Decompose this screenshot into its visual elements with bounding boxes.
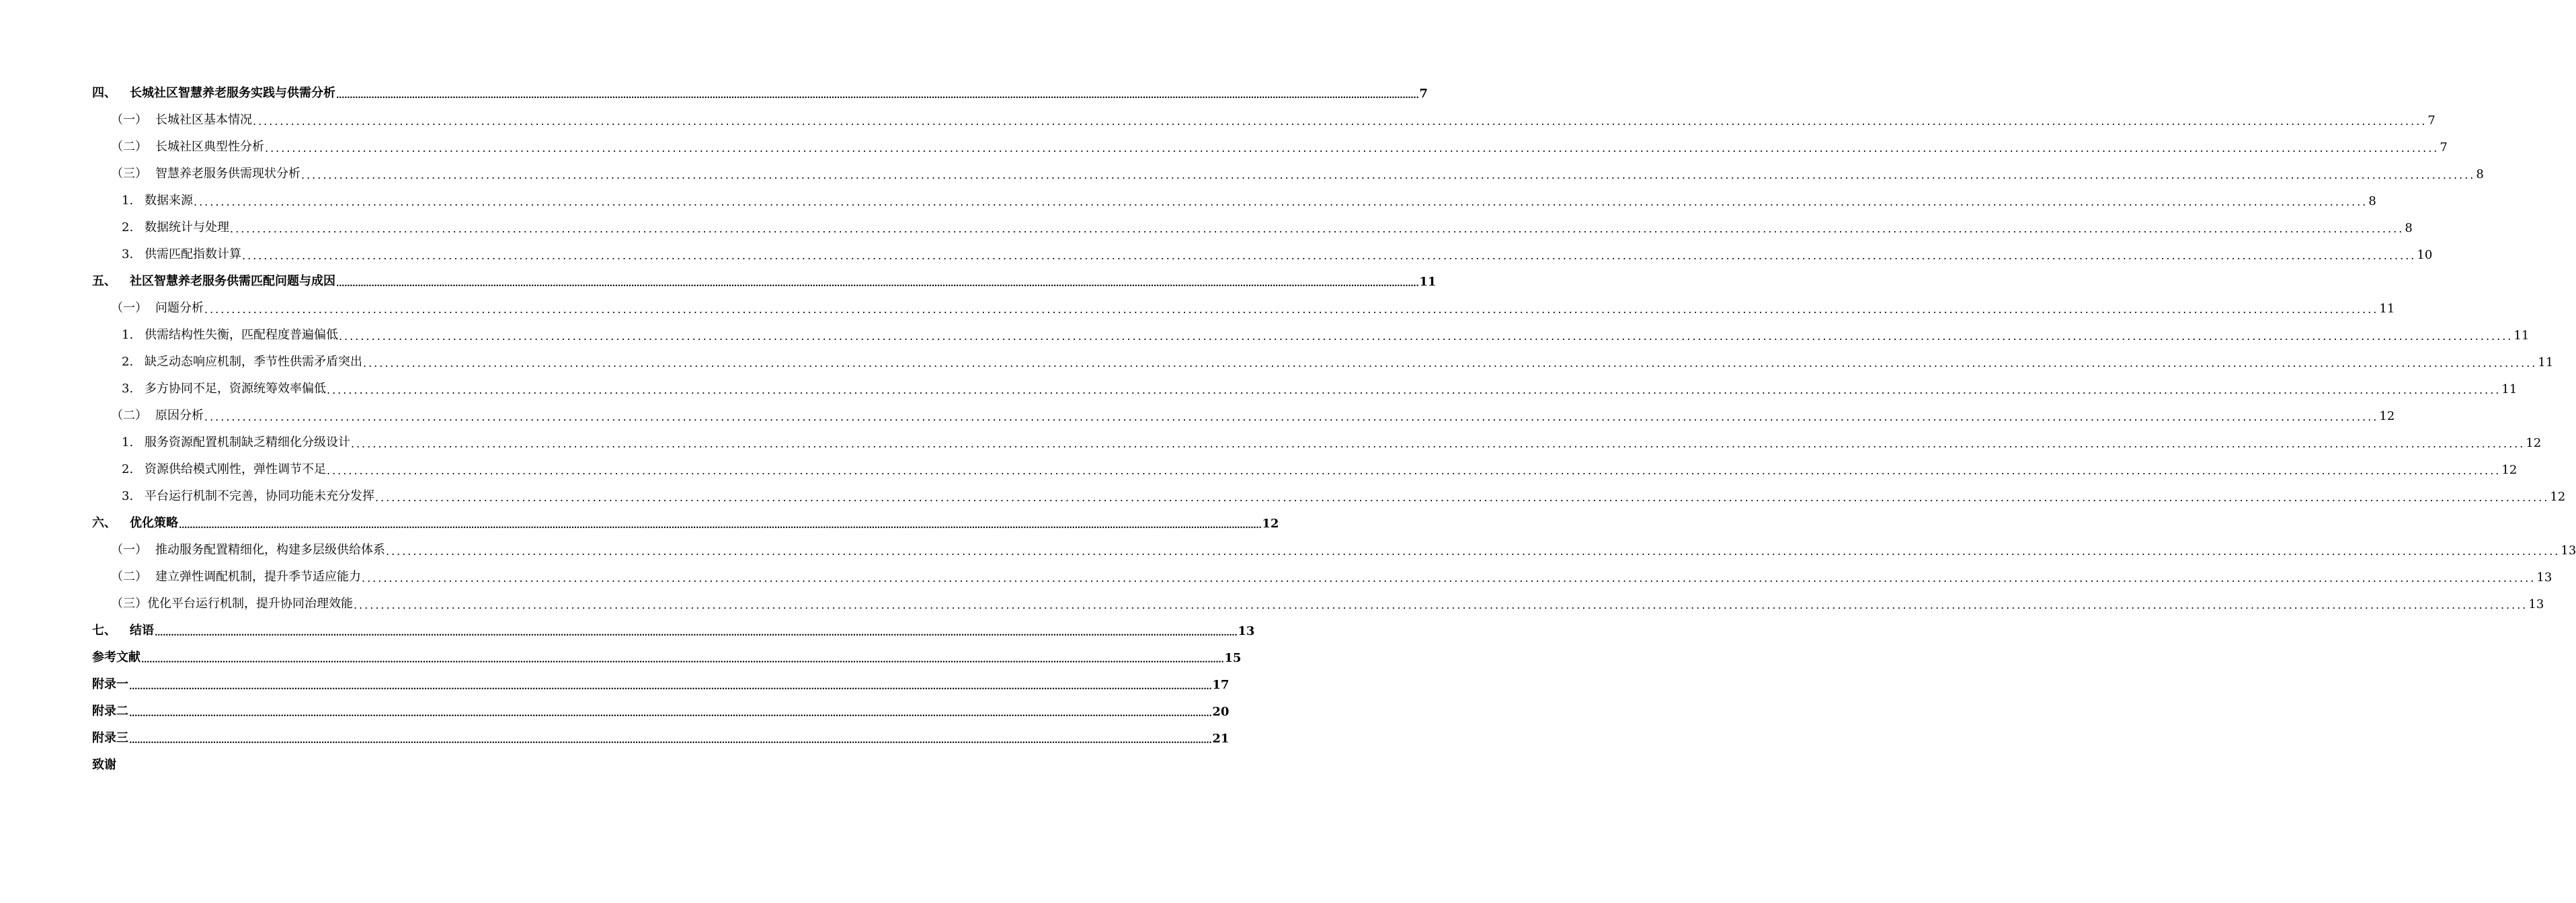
toc-dot-leader: ................................................................................................................................................................................................................................................................................................................................................................................................................ — [194, 196, 2368, 208]
toc-entry-text: 长城社区智慧养老服务实践与供需分析 — [130, 86, 335, 100]
toc-dot-leader: ................................................................................................................................................................................................................................................................................................................................................................................................................ — [354, 599, 2528, 611]
toc-entry-number: 2. — [122, 462, 134, 476]
toc-page-number: 8 — [2476, 167, 2484, 181]
toc-entry[interactable] — [92, 109, 2436, 128]
toc-entry-text: 附录三 — [92, 731, 128, 745]
toc-dot-leader: ................................................................................................................................................................................................................................................................................................................................................................................................................ — [179, 521, 1262, 531]
toc-page-number: 12 — [1262, 517, 1279, 531]
toc-page-number: 7 — [2440, 140, 2448, 155]
toc-entry-title — [92, 191, 193, 208]
toc-dot-leader: ................................................................................................................................................................................................................................................................................................................................................................................................................ — [336, 91, 1419, 101]
toc-entry-number: 六、 — [92, 516, 116, 530]
toc-entry-title — [92, 218, 229, 235]
toc-entry[interactable] — [92, 754, 572, 773]
toc-entry[interactable] — [92, 351, 2554, 370]
toc-entry-number: 2. — [122, 220, 134, 234]
toc-entry[interactable] — [92, 136, 2448, 155]
toc-entry[interactable] — [92, 216, 2413, 235]
toc-page-number: 10 — [2417, 248, 2433, 262]
toc-entry[interactable] — [92, 82, 1428, 101]
toc-entry-number: 3. — [122, 489, 134, 503]
toc-page-number: 8 — [2368, 194, 2376, 208]
toc-entry[interactable] — [92, 297, 2395, 316]
toc-entry-title — [92, 648, 140, 665]
toc-entry-number: （二） — [111, 408, 147, 423]
toc-entry-text: 优化策略 — [130, 516, 178, 530]
toc-entry[interactable] — [92, 700, 1230, 719]
toc-page-number: 8 — [2405, 221, 2413, 235]
toc-entry-title — [92, 433, 350, 450]
toc-page-number: 12 — [2550, 490, 2566, 504]
toc-entry-number: 1. — [122, 435, 134, 449]
toc-entry-number: 1. — [122, 328, 134, 342]
toc-entry[interactable] — [92, 243, 2433, 262]
toc-page-number: 11 — [2501, 382, 2518, 396]
toc-entry-text: 致谢 — [92, 758, 116, 772]
toc-entry-number: （一） — [111, 113, 147, 127]
toc-entry-text: 数据统计与处理 — [145, 220, 229, 234]
toc-entry-number: 3. — [122, 247, 134, 261]
toc-page-number: 11 — [1419, 275, 1437, 289]
toc-entry-title — [92, 271, 335, 289]
toc-entry-text: 原因分析 — [155, 408, 204, 423]
toc-dot-leader: ................................................................................................................................................................................................................................................................................................................................................................................................................ — [301, 169, 2476, 181]
toc-dot-leader: ................................................................................................................................................................................................................................................................................................................................................................................................................ — [204, 411, 2379, 423]
toc-entry[interactable] — [92, 189, 2376, 208]
toc-page-number: 12 — [2379, 409, 2395, 423]
toc-page-number: 20 — [1212, 705, 1230, 719]
toc-entry-title — [92, 460, 326, 477]
toc-entry-title — [92, 352, 362, 370]
toc-entry-title — [92, 245, 241, 262]
toc-entry-text: 长城社区典型性分析 — [155, 140, 264, 154]
toc-entry[interactable] — [92, 619, 1255, 638]
toc-entry[interactable] — [92, 593, 2544, 611]
toc-entry-title — [92, 110, 252, 128]
toc-entry[interactable] — [92, 566, 2552, 585]
toc-page-number: 17 — [1212, 678, 1230, 692]
toc-page-number: 7 — [1419, 87, 1428, 101]
toc-entry-text: 参考文献 — [92, 650, 140, 664]
toc-page-number: 21 — [1212, 732, 1230, 746]
toc-dot-leader: ................................................................................................................................................................................................................................................................................................................................................................................................................ — [339, 330, 2513, 343]
toc-entry-text: 缺乏动态响应机制，季节性供需矛盾突出 — [145, 355, 362, 369]
toc-entry-title — [92, 486, 374, 504]
toc-page-number: 11 — [2513, 329, 2530, 343]
toc-dot-leader: ................................................................................................................................................................................................................................................................................................................................................................................................................ — [375, 491, 2550, 504]
toc-dot-leader: ................................................................................................................................................................................................................................................................................................................................................................................................................ — [242, 249, 2417, 262]
toc-entry-title — [92, 594, 353, 611]
toc-entry[interactable] — [92, 485, 2566, 504]
toc-entry[interactable] — [92, 539, 2576, 558]
toc-entry-number: 四、 — [92, 86, 116, 100]
toc-entry[interactable] — [92, 512, 1279, 531]
toc-dot-leader: ................................................................................................................................................................................................................................................................................................................................................................................................................ — [129, 682, 1212, 692]
toc-entry-text: 智慧养老服务供需现状分析 — [155, 167, 300, 181]
toc-entry-title — [92, 701, 128, 719]
toc-entry-number: （三） — [111, 167, 147, 181]
toc-entry-number: （一） — [111, 301, 147, 315]
toc-dot-leader: ................................................................................................................................................................................................................................................................................................................................................................................................................ — [129, 736, 1212, 746]
toc-entry-title — [92, 621, 154, 638]
toc-entry-title — [92, 379, 326, 396]
toc-entry-text: 附录二 — [92, 704, 128, 718]
toc-dot-leader: ................................................................................................................................................................................................................................................................................................................................................................................................................ — [386, 545, 2561, 558]
toc-entry[interactable] — [92, 458, 2518, 477]
toc-dot-leader: ................................................................................................................................................................................................................................................................................................................................................................................................................ — [336, 279, 1419, 289]
toc-entry-text: 长城社区基本情况 — [155, 113, 252, 127]
toc-entry-title — [92, 567, 361, 585]
toc-page-number: 13 — [1238, 624, 1255, 638]
toc-entry-text: 供需匹配指数计算 — [145, 247, 241, 261]
toc-page-number: 13 — [2528, 597, 2544, 611]
toc-entry-title — [92, 755, 116, 773]
toc-page-number: 12 — [2501, 463, 2518, 477]
toc-entry[interactable] — [92, 163, 2484, 181]
toc-dot-leader: ................................................................................................................................................................................................................................................................................................................................................................................................................ — [253, 115, 2427, 128]
toc-entry-title — [92, 83, 335, 101]
toc-entry-number: 2. — [122, 355, 134, 369]
toc-entry-number: （二） — [111, 140, 147, 154]
toc-entry-text: 优化平台运行机制，提升协同治理效能 — [147, 597, 353, 611]
toc-entry-text: 服务资源配置机制缺乏精细化分级设计 — [145, 435, 350, 449]
toc-entry-text: 供需结构性失衡，匹配程度普遍偏低 — [145, 328, 338, 342]
toc-entry-number: （一） — [111, 543, 147, 557]
toc-entry-number: （三） — [111, 597, 147, 611]
toc-dot-leader: ................................................................................................................................................................................................................................................................................................................................................................................................................ — [327, 464, 2501, 477]
toc-entry-text: 资源供给模式刚性，弹性调节不足 — [145, 462, 326, 476]
toc-entry-text: 推动服务配置精细化，构建多层级供给体系 — [155, 543, 385, 557]
toc-page-number: 11 — [2379, 302, 2395, 316]
toc-entry-title — [92, 325, 338, 343]
toc-entry-title — [92, 137, 264, 155]
toc-entry-number: 1. — [122, 194, 134, 208]
toc-entry-title — [92, 406, 204, 423]
toc-entry[interactable] — [92, 673, 1230, 692]
toc-entry-title — [92, 164, 300, 181]
toc-dot-leader: ................................................................................................................................................................................................................................................................................................................................................................................................................ — [129, 709, 1212, 719]
toc-dot-leader: ................................................................................................................................................................................................................................................................................................................................................................................................................ — [204, 303, 2379, 316]
toc-page-number: 13 — [2561, 544, 2576, 558]
toc-entry-text: 平台运行机制不完善，协同功能未充分发挥 — [145, 489, 374, 503]
toc-entry-text: 社区智慧养老服务供需匹配问题与成因 — [130, 274, 335, 288]
toc-entry[interactable] — [92, 727, 1230, 746]
toc-dot-leader: ................................................................................................................................................................................................................................................................................................................................................................................................................ — [363, 357, 2538, 370]
toc-entry-title — [92, 728, 128, 746]
toc-entry[interactable] — [92, 431, 2542, 450]
toc-page-number: 7 — [2427, 114, 2436, 128]
toc-entry-title — [92, 298, 204, 316]
toc-entry-text: 问题分析 — [155, 301, 204, 315]
toc-page-number: 13 — [2536, 570, 2552, 585]
toc-entry-title — [92, 675, 128, 692]
toc-entry-number: 3. — [122, 382, 134, 396]
toc-entry-number: 七、 — [92, 624, 116, 638]
toc-page-number: 12 — [2526, 436, 2542, 450]
toc-dot-leader: ................................................................................................................................................................................................................................................................................................................................................................................................................ — [230, 222, 2405, 235]
toc-page-number: 11 — [2538, 355, 2554, 370]
toc-entry-text: 结语 — [130, 624, 154, 638]
toc-entry-text: 建立弹性调配机制，提升季节适应能力 — [155, 570, 361, 584]
toc-dot-leader: ................................................................................................................................................................................................................................................................................................................................................................................................................ — [155, 628, 1238, 638]
toc-entry-number: 五、 — [92, 274, 116, 288]
toc-entry-text: 附录一 — [92, 677, 128, 691]
toc-entry-title — [92, 513, 178, 531]
toc-dot-leader: ................................................................................................................................................................................................................................................................................................................................................................................................................ — [351, 437, 2526, 450]
toc-dot-leader: ................................................................................................................................................................................................................................................................................................................................................................................................................ — [265, 142, 2440, 155]
toc-entry[interactable] — [92, 378, 2518, 396]
toc-entry[interactable] — [92, 324, 2530, 343]
toc-entry[interactable] — [92, 646, 1242, 665]
toc-entry-title — [92, 540, 385, 558]
toc-entry[interactable] — [92, 270, 1437, 289]
toc-entry-number: （二） — [111, 570, 147, 584]
toc-entry-text: 多方协同不足，资源统筹效率偏低 — [145, 382, 326, 396]
toc-dot-leader: ................................................................................................................................................................................................................................................................................................................................................................................................................ — [327, 384, 2501, 396]
toc-entry-text: 数据来源 — [145, 194, 193, 208]
toc-entry[interactable] — [92, 404, 2395, 423]
toc-dot-leader: ................................................................................................................................................................................................................................................................................................................................................................................................................ — [141, 655, 1224, 665]
toc-dot-leader: ................................................................................................................................................................................................................................................................................................................................................................................................................ — [362, 572, 2536, 585]
toc-page-number: 15 — [1224, 651, 1242, 665]
